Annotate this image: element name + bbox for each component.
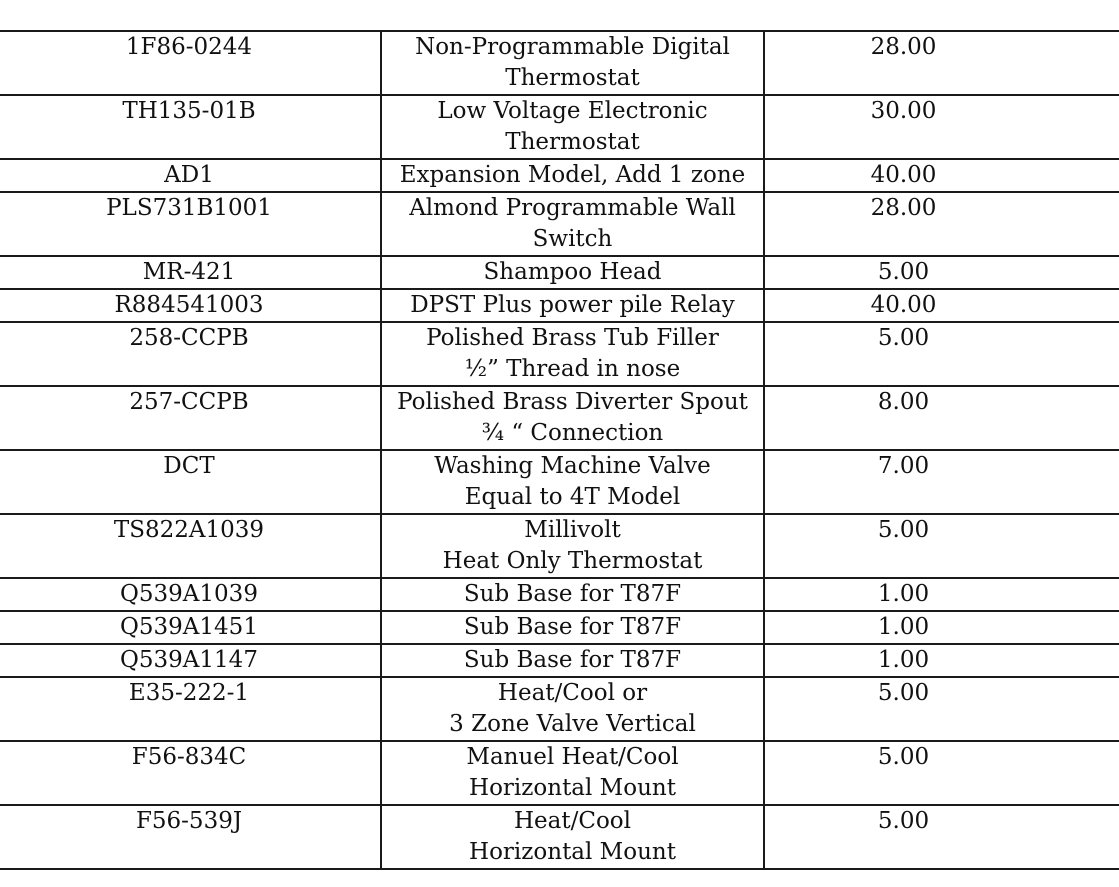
part-number-cell: PLS731B1001: [0, 192, 381, 256]
description-cell: Shampoo Head: [381, 256, 764, 289]
part-number-cell: 1F86-0244: [0, 31, 381, 95]
table-row: [0, 805, 1119, 869]
table-row: [0, 677, 1119, 741]
price-cell: 7.00: [764, 450, 1119, 514]
part-number-cell: AD1: [0, 159, 381, 192]
table-row: [0, 386, 1119, 450]
part-number-cell: TS822A1039: [0, 514, 381, 578]
part-number-cell: 257-CCPB: [0, 386, 381, 450]
part-number-cell: E35-222-1: [0, 677, 381, 741]
description-cell: Non-Programmable Digital Thermostat: [381, 31, 764, 95]
part-number-cell: MR-421: [0, 256, 381, 289]
table-row: [0, 741, 1119, 805]
description-cell: Sub Base for T87F: [381, 578, 764, 611]
table-row: [0, 514, 1119, 578]
description-cell: DPST Plus power pile Relay: [381, 289, 764, 322]
description-cell: Heat/Cool or 3 Zone Valve Vertical: [381, 677, 764, 741]
part-number-cell: F56-834C: [0, 741, 381, 805]
price-cell: 40.00: [764, 289, 1119, 322]
part-number-cell: Q539A1039: [0, 578, 381, 611]
part-number-cell: F56-539J: [0, 805, 381, 869]
description-cell: Sub Base for T87F: [381, 644, 764, 677]
price-cell: 5.00: [764, 677, 1119, 741]
description-cell: Manuel Heat/Cool Horizontal Mount: [381, 741, 764, 805]
description-cell: Washing Machine Valve Equal to 4T Model: [381, 450, 764, 514]
table-row: [0, 31, 1119, 95]
description-cell: Almond Programmable Wall Switch: [381, 192, 764, 256]
parts-table-body: [0, 31, 1119, 869]
price-cell: 5.00: [764, 322, 1119, 386]
description-cell: Polished Brass Tub Filler ½” Thread in nose: [381, 322, 764, 386]
price-cell: 5.00: [764, 741, 1119, 805]
price-cell: 28.00: [764, 31, 1119, 95]
part-number-cell: Q539A1451: [0, 611, 381, 644]
price-cell: 5.00: [764, 256, 1119, 289]
part-number-cell: DCT: [0, 450, 381, 514]
table-row: [0, 644, 1119, 677]
part-number-cell: 258-CCPB: [0, 322, 381, 386]
price-cell: 8.00: [764, 386, 1119, 450]
part-number-cell: TH135-01B: [0, 95, 381, 159]
description-cell: Heat/Cool Horizontal Mount: [381, 805, 764, 869]
table-row: [0, 289, 1119, 322]
price-cell: 1.00: [764, 611, 1119, 644]
description-cell: Polished Brass Diverter Spout ¾ “ Connection: [381, 386, 764, 450]
description-cell: Low Voltage Electronic Thermostat: [381, 95, 764, 159]
price-cell: 5.00: [764, 514, 1119, 578]
price-cell: 1.00: [764, 578, 1119, 611]
description-cell: Expansion Model, Add 1 zone: [381, 159, 764, 192]
table-row: [0, 578, 1119, 611]
table-row: [0, 450, 1119, 514]
price-cell: 30.00: [764, 95, 1119, 159]
part-number-cell: Q539A1147: [0, 644, 381, 677]
table-row: [0, 322, 1119, 386]
parts-table: [0, 30, 1119, 870]
part-number-cell: R884541003: [0, 289, 381, 322]
table-row: [0, 611, 1119, 644]
price-cell: 28.00: [764, 192, 1119, 256]
description-cell: Millivolt Heat Only Thermostat: [381, 514, 764, 578]
price-cell: 5.00: [764, 805, 1119, 869]
parts-table-container: [0, 30, 1119, 870]
table-row: [0, 159, 1119, 192]
table-row: [0, 256, 1119, 289]
description-cell: Sub Base for T87F: [381, 611, 764, 644]
table-row: [0, 95, 1119, 159]
price-cell: 40.00: [764, 159, 1119, 192]
price-cell: 1.00: [764, 644, 1119, 677]
table-row: [0, 192, 1119, 256]
